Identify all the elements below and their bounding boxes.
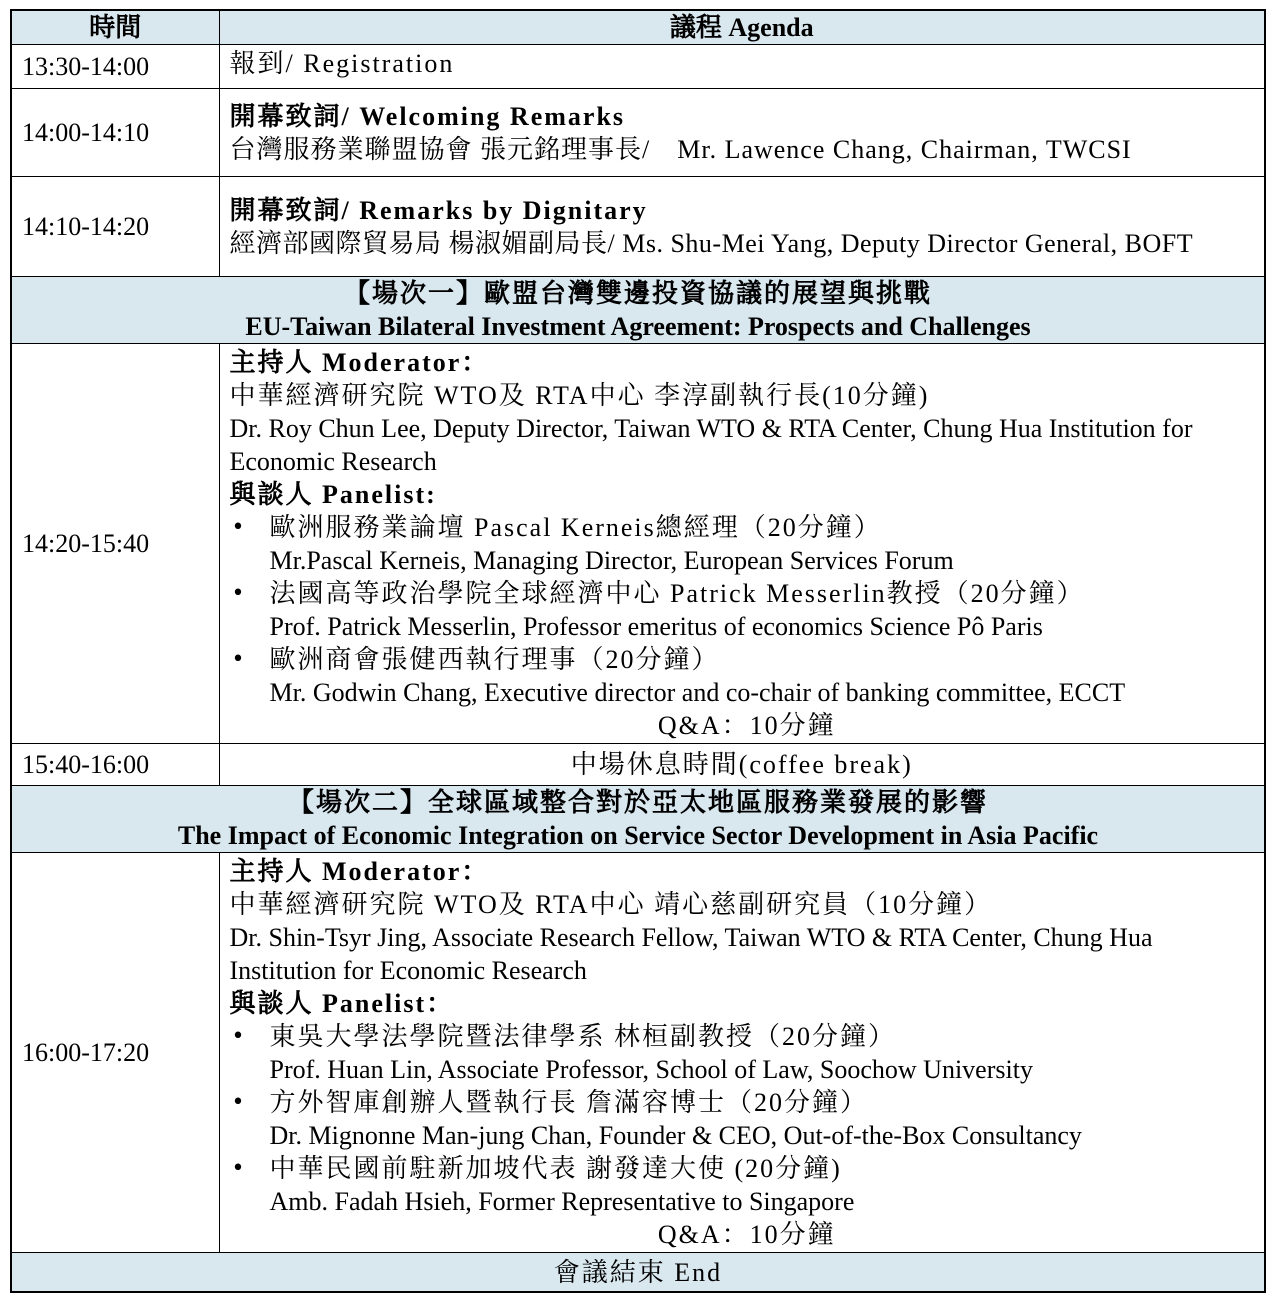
list-item [230,1152,1265,1218]
list-item [230,511,1265,577]
panelist-zh: • 歐洲服務業論壇 Pascal Kerneis總經理（20分鐘） [269,512,882,542]
session2-moderator-en: Dr. Shin-Tsyr Jing, Associate Research Fellow, Taiwan WTO & RTA Center, Chung Hua Institution for Economic Research [229,922,1153,985]
dignitary-time: 14:10-14:20 [11,177,219,277]
welcome-row [11,89,1265,177]
break-row [11,744,1265,786]
list-item [230,1086,1265,1152]
time-column-header: 時間 [11,10,219,45]
session1-panelist-label: 與談人 Panelist: [229,479,437,509]
session1-time: 14:20-15:40 [11,344,219,744]
session1-moderator-en: Dr. Roy Chun Lee, Deputy Director, Taiwan WTO & RTA Center, Chung Hua Institution for Economic Research [229,413,1193,476]
session2-qa: Q&A：10分鐘 [657,1219,836,1249]
session1-row [11,344,1265,744]
welcome-speaker: 台灣服務業聯盟協會 張元銘理事長/ Mr. Lawence Chang, Chairman, TWCSI [229,134,1132,164]
session2-moderator-zh: 中華經濟研究院 WTO及 RTA中心 靖心慈副研究員（10分鐘） [229,889,993,919]
session2-time: 16:00-17:20 [11,853,219,1253]
end-row [11,1253,1265,1293]
session2-panelist-list [230,1020,1265,1218]
session2-row [11,853,1265,1253]
session1-moderator-label: 主持人 Moderator： [229,347,490,377]
session1-moderator-zh: 中華經濟研究院 WTO及 RTA中心 李淳副執行長(10分鐘) [229,380,930,410]
panelist-zh: • 中華民國前駐新加坡代表 謝發達大使 (20分鐘) [269,1153,842,1183]
session2-title-en: The Impact of Economic Integration on Service Sector Development in Asia Pacific [177,821,1099,850]
session1-title-zh: 【場次一】歐盟台灣雙邊投資協議的展望與挑戰 [343,279,932,308]
list-item [230,1020,1265,1086]
registration-time: 13:30-14:00 [11,45,219,89]
welcome-title: 開幕致詞/ Welcoming Remarks [229,101,626,131]
session1-panelist-list [230,511,1265,709]
end-title: 會議結束 End [553,1257,723,1287]
session1-title-en: EU-Taiwan Bilateral Investment Agreement: Prospects and Challenges [245,312,1031,341]
break-time: 15:40-16:00 [11,744,219,786]
dignitary-title: 開幕致詞/ Remarks by Dignitary [229,195,648,225]
panelist-en: Mr. Godwin Chang, Executive director and co-chair of banking committee, ECCT [269,677,1126,707]
panelist-en: Amb. Fadah Hsieh, Former Representative to Singapore [269,1186,855,1216]
panelist-en: Mr.Pascal Kerneis, Managing Director, European Services Forum [269,545,954,575]
session1-header-row [11,277,1265,344]
registration-row [11,45,1265,89]
session2-title-zh: 【場次二】全球區域整合對於亞太地區服務業發展的影響 [287,788,988,817]
table-header-row [11,10,1265,45]
session2-moderator-label: 主持人 Moderator： [229,856,490,886]
panelist-zh: • 東吳大學法學院暨法律學系 林桓副教授（20分鐘） [269,1021,897,1051]
dignitary-speaker: 經濟部國際貿易局 楊淑媚副局長/ Ms. Shu-Mei Yang, Deputy Director General, BOFT [229,228,1194,258]
panelist-zh: • 方外智庫創辦人暨執行長 詹滿容博士（20分鐘） [269,1087,869,1117]
panelist-en: Prof. Patrick Messerlin, Professor emeritus of economics Science Pô Paris [269,611,1043,641]
session1-qa: Q&A：10分鐘 [657,710,836,740]
welcome-time: 14:00-14:10 [11,89,219,177]
panelist-en: Prof. Huan Lin, Associate Professor, School of Law, Soochow University [269,1054,1033,1084]
session2-header-row [11,786,1265,853]
registration-title: 報到/ Registration [219,45,1265,89]
panelist-zh: • 法國高等政治學院全球經濟中心 Patrick Messerlin教授（20分鐘） [269,578,1085,608]
panelist-zh: • 歐洲商會張健西執行理事（20分鐘） [269,644,720,674]
dignitary-row [11,177,1265,277]
session2-panelist-label: 與談人 Panelist： [229,988,455,1018]
break-title: 中場休息時間(coffee break) [570,750,913,779]
agenda-column-header: 議程 Agenda [219,10,1265,45]
agenda-table [10,9,1266,1293]
list-item [230,577,1265,643]
panelist-en: Dr. Mignonne Man-jung Chan, Founder & CEO, Out-of-the-Box Consultancy [269,1120,1082,1150]
list-item [230,643,1265,709]
